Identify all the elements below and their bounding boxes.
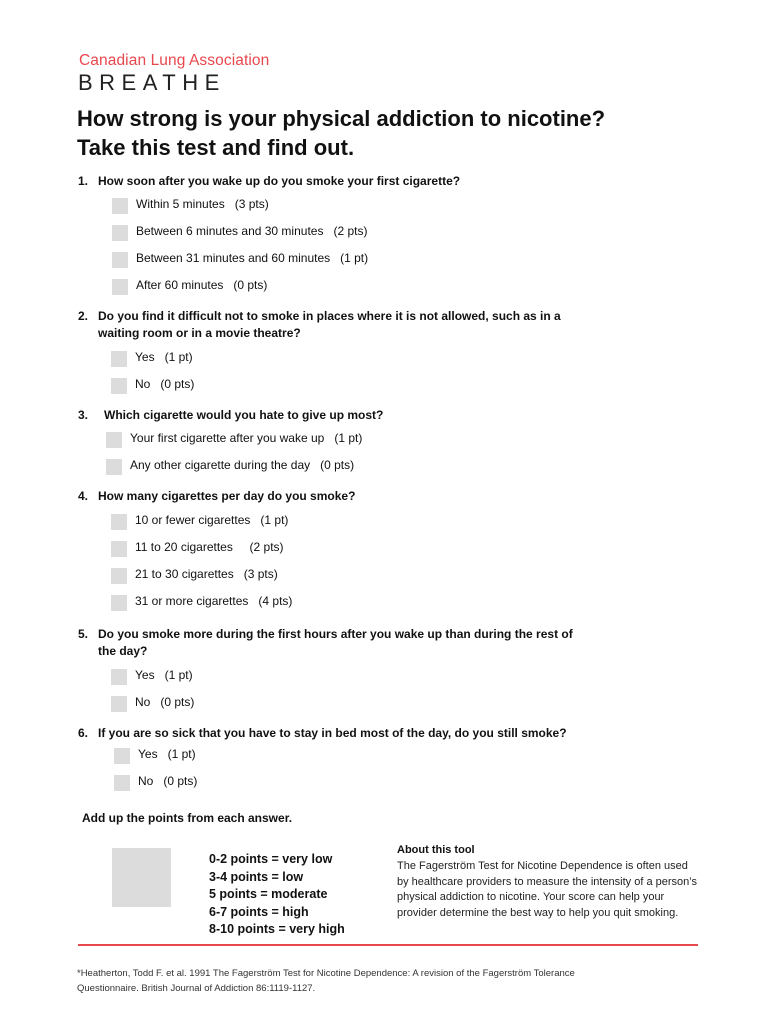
option-label: Between 31 minutes and 60 minutes (1 pt) xyxy=(136,251,369,265)
reference-line-1: *Heatherton, Todd F. et al. 1991 The Fagerström Test for Nicotine Dependence: A revision of the Fagerström Tolerance xyxy=(77,968,575,979)
checkbox[interactable] xyxy=(112,252,128,268)
reference-citation xyxy=(77,966,717,996)
checkbox[interactable] xyxy=(111,351,127,367)
checkbox[interactable] xyxy=(112,225,128,241)
question-4 xyxy=(78,488,698,505)
question-5 xyxy=(78,626,698,660)
option-label: Yes (1 pt) xyxy=(135,350,193,364)
option-label: Yes (1 pt) xyxy=(138,747,196,761)
option-label: Any other cigarette during the day (0 pts) xyxy=(130,458,355,472)
option-label: 10 or fewer cigarettes (1 pt) xyxy=(135,513,289,527)
question-text: If you are so sick that you have to stay in bed most of the day, do you still smoke? xyxy=(98,726,567,740)
checkbox[interactable] xyxy=(111,696,127,712)
page-title xyxy=(77,104,717,162)
scale-item: 0-2 points = very low xyxy=(209,852,333,866)
scale-item: 5 points = moderate xyxy=(209,887,328,902)
title-line-2: Take this test and find out. xyxy=(77,135,355,160)
question-number: 2. xyxy=(78,309,89,323)
brand-logo-text: BREATHE xyxy=(78,70,226,95)
option-label: 31 or more cigarettes (4 pts) xyxy=(135,594,293,608)
question-number: 6. xyxy=(78,726,89,740)
scale-item: 6-7 points = high xyxy=(209,904,309,919)
checkbox[interactable] xyxy=(112,198,128,214)
reference-line-2: Questionnaire. British Journal of Addiction 86:1119-1127. xyxy=(77,983,316,994)
checkbox[interactable] xyxy=(112,279,128,295)
question-text: How soon after you wake up do you smoke your first cigarette? xyxy=(98,174,461,188)
checkbox[interactable] xyxy=(106,459,122,475)
checkbox[interactable] xyxy=(111,568,127,584)
question-text: Do you find it difficult not to smoke in places where it is not allowed, such as in a xyxy=(98,309,561,323)
about-heading: About this tool xyxy=(397,844,475,856)
checkbox[interactable] xyxy=(111,378,127,394)
checkbox[interactable] xyxy=(111,514,127,530)
question-text: Which cigarette would you hate to give up most? xyxy=(104,408,384,422)
question-number: 4. xyxy=(78,489,89,503)
checkbox[interactable] xyxy=(114,748,130,764)
checkbox[interactable] xyxy=(111,595,127,611)
scoring-instruction: Add up the points from each answer. xyxy=(82,811,293,825)
checkbox[interactable] xyxy=(111,669,127,685)
checkbox[interactable] xyxy=(114,775,130,791)
title-line-1: How strong is your physical addiction to nicotine? xyxy=(77,106,606,131)
option-label: 21 to 30 cigarettes (3 pts) xyxy=(135,567,278,581)
scale-item: 8-10 points = very high xyxy=(209,922,345,937)
question-number: 3. xyxy=(78,408,89,422)
question-6 xyxy=(78,725,698,742)
checkbox[interactable] xyxy=(111,541,127,557)
organization-name: Canadian Lung Association xyxy=(79,52,270,69)
question-3 xyxy=(78,407,698,424)
question-text-continued: waiting room or in a movie theatre? xyxy=(98,326,301,340)
checkbox[interactable] xyxy=(106,432,122,448)
question-number: 5. xyxy=(78,627,89,641)
question-2 xyxy=(78,308,698,342)
scale-item: 3-4 points = low xyxy=(209,869,304,884)
total-score-box[interactable] xyxy=(112,848,171,907)
option-label: Yes (1 pt) xyxy=(135,668,193,682)
question-number: 1. xyxy=(78,174,89,188)
option-label: Within 5 minutes (3 pts) xyxy=(136,197,269,211)
option-label: No (0 pts) xyxy=(135,695,195,709)
question-text: Do you smoke more during the first hours after you wake up than during the rest of xyxy=(98,627,573,641)
divider-line xyxy=(78,944,698,946)
about-text: The Fagerström Test for Nicotine Dependence is often used by healthcare providers to measure the intensity of a person’s physical addiction to nicotine. Your score can help your provider determine the best way to help you quit smoking. xyxy=(397,860,698,919)
question-1 xyxy=(78,173,698,190)
option-label: Between 6 minutes and 30 minutes (2 pts) xyxy=(136,224,368,238)
score-scale xyxy=(209,851,345,939)
question-text-continued: the day? xyxy=(98,644,148,658)
option-label: 11 to 20 cigarettes (2 pts) xyxy=(135,540,284,554)
question-text: How many cigarettes per day do you smoke? xyxy=(98,489,356,503)
option-label: Your first cigarette after you wake up (1 pt) xyxy=(130,431,363,445)
option-label: No (0 pts) xyxy=(138,774,198,788)
option-label: No (0 pts) xyxy=(135,377,195,391)
option-label: After 60 minutes (0 pts) xyxy=(136,278,268,292)
